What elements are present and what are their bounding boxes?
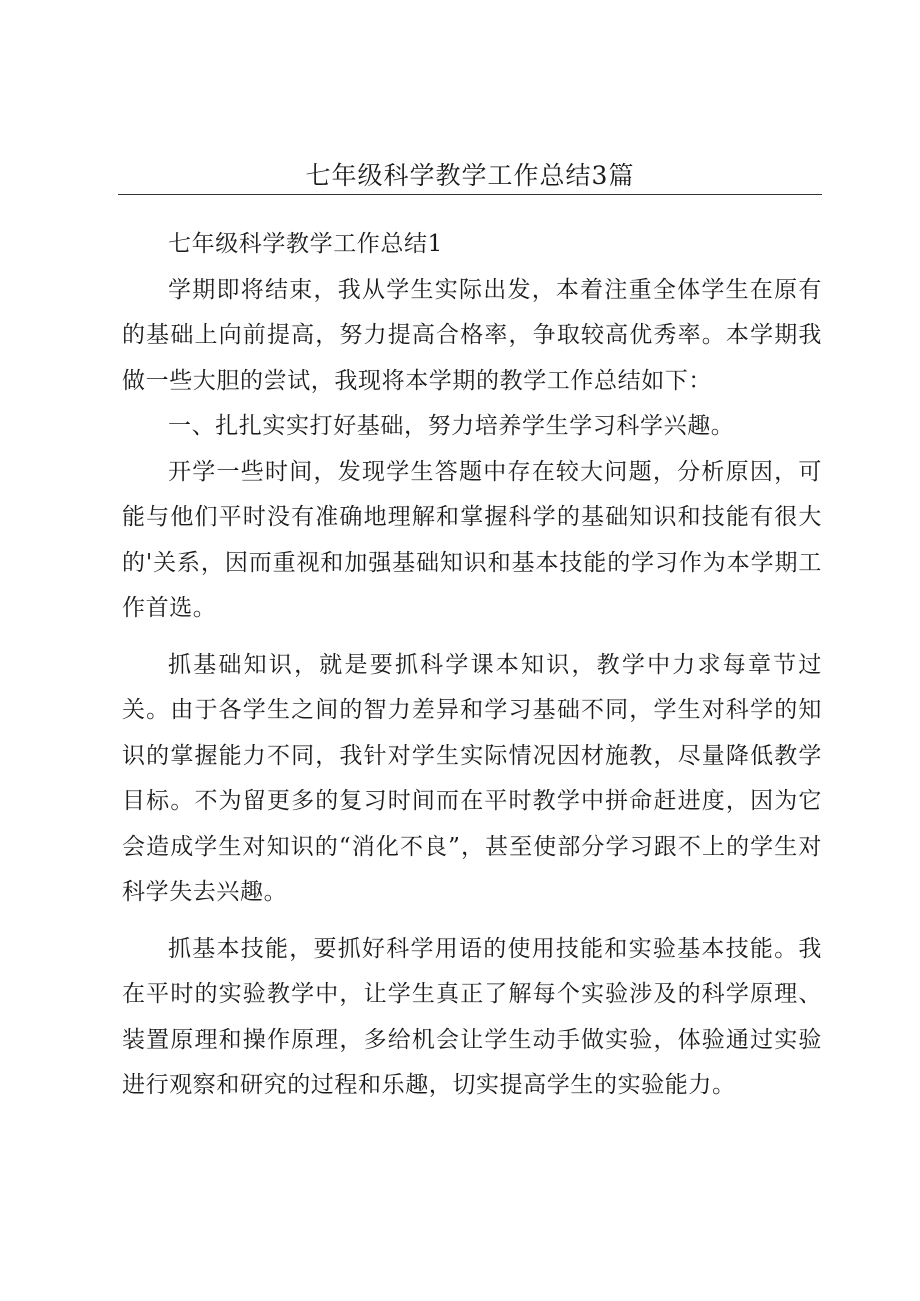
paragraph-point-one: 一、扎扎实实打好基础，努力培养学生学习科学兴趣。 [168,413,735,439]
paragraph-intro: 学期即将结束，我从学生实际出发，本着注重全体学生在原有的基础上向前提高，努力提高合格率，争取较高优秀率。本学期我做一些大胆的尝试，我现将本学期的教学工作总结如下： [122,276,822,394]
section-heading: 七年级科学教学工作总结1 [168,231,443,257]
paragraph-analysis: 开学一些时间，发现学生答题中存在较大问题，分析原因，可能与他们平时没有准确地理解和掌握科学的基础知识和技能有很大的'关系，因而重视和加强基础知识和基本技能的学习作为本学期工作首选。 [122,458,822,621]
document-title: 七年级科学教学工作总结3篇 [305,161,635,190]
paragraph-basic-knowledge: 抓基础知识，就是要抓科学课本知识，教学中力求每章节过关。由于各学生之间的智力差异和学习基础不同，学生对科学的知识的掌握能力不同，我针对学生实际情况因材施教，尽量降低教学目标。不为留更多的复习时间而在平时教学中拼命赶进度，因为它会造成学生对知识的“消化不良”，甚至使部分学习跟不上的学生对科学失去兴趣。 [122,651,822,905]
paragraph-basic-skills: 抓基本技能，要抓好科学用语的使用技能和实验基本技能。我在平时的实验教学中，让学生真正了解每个实验涉及的科学原理、装置原理和操作原理，多给机会让学生动手做实验，体验通过实验进行观察和研究的过程和乐趣，切实提高学生的实验能力。 [122,935,822,1098]
title-underline [118,194,822,195]
document-body [122,222,822,1109]
title-block [118,158,822,195]
